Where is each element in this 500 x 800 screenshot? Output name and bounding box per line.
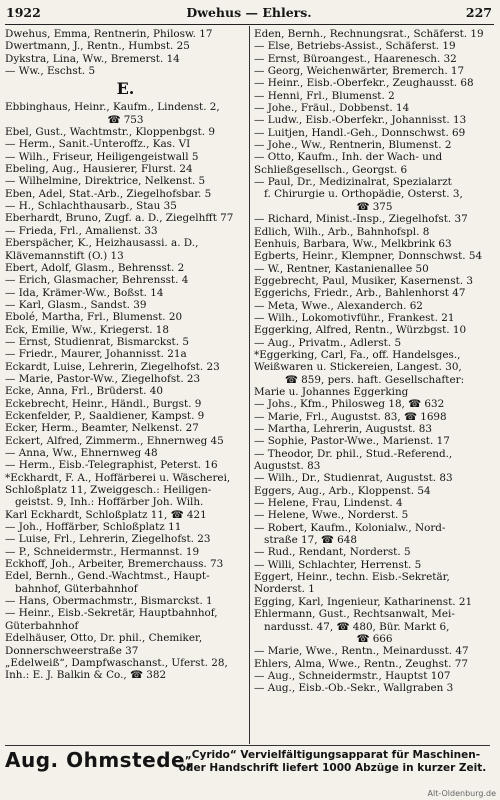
directory-line: — H., Schlachthausarb., Stau 35 — [5, 200, 177, 213]
directory-line: Eden, Bernh., Rechnungsrat., Schäferst. 19 — [254, 28, 484, 40]
directory-line: Klävemannstift (O.) 13 — [5, 249, 124, 262]
directory-line: Ebbinghaus, Heinr., Kaufm., Lindenst. 2, — [5, 101, 220, 114]
directory-line: geistst. 9, Inh.: Hoffärber Joh. Wilh. — [15, 496, 204, 509]
directory-line: Eenhuis, Barbara, Ww., Melkbrink 63 — [254, 237, 452, 250]
header-rule — [5, 24, 494, 25]
directory-line: — Ernst, Büroangest., Haarenesch. 32 — [254, 52, 457, 65]
directory-line: Ebel, Gust., Wachtmstr., Kloppenbgst. 9 — [5, 126, 215, 139]
directory-line: — Else, Betriebs-Assist., Schäferst. 19 — [254, 40, 456, 53]
directory-line: ☎ 753 — [107, 113, 144, 126]
directory-line: — Aug., Privatm., Adlerst. 5 — [254, 336, 402, 349]
directory-line: — Wilhelmine, Direktrice, Nelkenst. 5 — [5, 175, 206, 188]
directory-line: — Heinr., Eisb.-Oberfekr., Zeughausst. 68 — [254, 77, 474, 90]
directory-line: Dwertmann, J., Rentn., Humbst. 25 — [5, 40, 190, 53]
directory-line: — Sophie, Pastor-Wwe., Marienst. 17 — [254, 435, 450, 448]
directory-line: — Marie, Pastor-Ww., Ziegelhofst. 23 — [5, 372, 201, 385]
directory-line: Edel, Bernh., Gend.-Wachtmst., Haupt- — [5, 570, 210, 583]
directory-line: — Karl, Glasm., Sandst. 39 — [5, 298, 147, 311]
directory-line: Norderst. 1 — [254, 583, 315, 596]
directory-line: Eckardt, Luise, Lehrerin, Ziegelhofst. 23 — [5, 360, 220, 373]
directory-line: Eggerking, Alfred, Rentn., Würzbgst. 10 — [254, 324, 467, 337]
directory-line: — Henni, Frl., Blumenst. 2 — [254, 89, 395, 102]
directory-line: — Erich, Glasmacher, Behrensst. 4 — [5, 274, 189, 287]
directory-line: Eggers, Aug., Arb., Kloppenst. 54 — [254, 484, 431, 497]
directory-line: Eckhoff, Joh., Arbeiter, Bremerchauss. 73 — [5, 558, 224, 571]
directory-line: ☎ 375 — [356, 200, 393, 213]
directory-line: — P., Schneidermstr., Hermannst. 19 — [5, 545, 200, 558]
directory-line: — Otto, Kaufm., Inh. der Wach- und — [254, 151, 443, 164]
directory-line: — Meta, Wwe., Alexanderch. 62 — [254, 299, 423, 312]
directory-line: Eggert, Heinr., techn. Eisb.-Sekretär, — [254, 571, 450, 584]
directory-line: — Hans, Obermachmstr., Bismarckst. 1 — [5, 595, 213, 608]
directory-line: — Richard, Minist.-Insp., Ziegelhofst. 37 — [254, 213, 468, 226]
directory-line: Augustst. 83 — [254, 460, 321, 473]
directory-line: — Helene, Wwe., Norderst. 5 — [254, 509, 409, 522]
directory-line: — Ludw., Eisb.-Oberfekr., Johannisst. 13 — [254, 114, 467, 127]
directory-line: — W., Rentner, Kastanienallee 50 — [254, 262, 429, 275]
directory-line: — Johe., Fräul., Dobbenst. 14 — [254, 102, 410, 115]
directory-line: — Friedr., Maurer, Johannisst. 21a — [5, 348, 187, 361]
directory-line: — Ernst, Studienrat, Bismarckst. 5 — [5, 335, 189, 348]
directory-line: — Joh., Hoffärber, Schloßplatz 11 — [5, 521, 182, 534]
running-title: Dwehus — Ehlers. — [186, 5, 312, 20]
page-number-right: 227 — [465, 5, 492, 20]
directory-line: *Eckhardt, F. A., Hoffärberei u. Wäscherei, — [5, 471, 231, 484]
section-letter: E. — [116, 79, 135, 99]
directory-line: Ecker, Herm., Beamter, Nelkenst. 27 — [5, 422, 199, 435]
directory-line: *Eggerking, Carl, Fa., off. Handelsges., — [254, 348, 461, 361]
page-number-left: 1922 — [6, 5, 41, 20]
advertiser-name: Aug. Ohmstede, — [5, 748, 194, 772]
directory-line: — Ww., Eschst. 5 — [5, 65, 96, 78]
directory-line: Ebolé, Martha, Frl., Blumenst. 20 — [5, 311, 183, 324]
directory-line: Edlich, Wilh., Arb., Bahnhofspl. 8 — [254, 225, 430, 238]
right-column — [254, 28, 495, 695]
page-header — [6, 5, 492, 23]
directory-line: — Aug., Schneidermstr., Hauptst 107 — [254, 669, 451, 682]
directory-line: Karl Eckhardt, Schloßplatz 11, ☎ 421 — [5, 508, 207, 521]
directory-line: Donnerschweerstraße 37 — [5, 644, 139, 657]
directory-line: Egberts, Heinr., Klempner, Donnschwst. 54 — [254, 250, 483, 263]
directory-line: Eckert, Alfred, Zimmerm., Ehnernweg 45 — [5, 434, 224, 447]
directory-line: — Robert, Kaufm., Kolonialw., Nord- — [254, 521, 446, 534]
watermark: Alt-Oldenburg.de — [427, 789, 496, 798]
directory-line: Edelhäuser, Otto, Dr. phil., Chemiker, — [5, 632, 203, 645]
directory-line: — Wilh., Friseur, Heiligengeistwall 5 — [5, 150, 199, 163]
directory-line: — Heinr., Eisb.-Sekretär, Hauptbahnhof, — [5, 607, 218, 620]
directory-line: f. Chirurgie u. Orthopädie, Osterst. 3, — [264, 188, 463, 201]
directory-line: — Anna, Ww., Ehnernweg 48 — [5, 447, 158, 459]
directory-line: Eckenfelder, P., Saaldiener, Kampst. 9 — [5, 409, 205, 422]
directory-line: Ebeling, Aug., Hausierer, Flurst. 24 — [5, 163, 193, 176]
directory-line: Schloßplatz 11, Zweiggesch.: Heiligen- — [5, 484, 212, 497]
directory-line: — Willi, Schlachter, Herrenst. 5 — [254, 558, 422, 571]
directory-line: — Aug., Eisb.-Ob.-Sekr., Wallgraben 3 — [254, 682, 454, 695]
column-divider — [249, 26, 250, 744]
directory-line: — Johe., Ww., Rentnerin, Blumenst. 2 — [254, 139, 452, 152]
directory-line: Marie u. Johannes Eggerking — [254, 385, 409, 398]
directory-line: Ehlers, Alma, Wwe., Rentn., Zeughst. 77 — [254, 657, 468, 670]
advertisement-text: „Cyrido“ Vervielfältigungsapparat für Maschinen- oder Handschrift liefert 1000 Abzüge in kurzer Zeit. — [178, 749, 487, 774]
directory-line: Schließgesellsch., Georgst. 6 — [254, 163, 408, 176]
directory-line: — Marie, Wwe., Rentn., Meinardusst. 47 — [254, 645, 469, 658]
directory-line: ☎ 666 — [356, 632, 393, 645]
directory-line: — Martha, Lehrerin, Augustst. 83 — [254, 423, 432, 435]
directory-line: — Paul, Dr., Medizinalrat, Spezialarzt — [254, 176, 452, 189]
directory-line: ☎ 859, pers. haft. Gesellschafter: — [284, 373, 465, 386]
directory-line: Eberspächer, K., Heizhausassi. a. D., — [5, 237, 199, 250]
directory-line: bahnhof, Güterbahnhof — [15, 582, 138, 595]
directory-line: Eggerichs, Friedr., Arb., Bahlenhorst 47 — [254, 287, 466, 300]
directory-line: Eck, Emilie, Ww., Kriegerst. 18 — [5, 323, 170, 336]
directory-line: Eggebrecht, Paul, Musiker, Kasernenst. 3 — [254, 274, 473, 287]
directory-line: Ecke, Anna, Frl., Brüderst. 40 — [5, 385, 163, 398]
directory-line: Dwehus, Emma, Rentnerin, Philosw. 17 — [5, 28, 213, 40]
advertisement-footer — [5, 745, 490, 792]
directory-line: — Marie, Frl., Augustst. 83, ☎ 1698 — [254, 410, 447, 423]
directory-line: Dykstra, Lina, Ww., Bremerst. 14 — [5, 52, 180, 65]
directory-line: Eberhardt, Bruno, Zugf. a. D., Ziegelhfft 77 — [5, 212, 234, 225]
directory-line: — Luise, Frl., Lehrerin, Ziegelhofst. 23 — [5, 533, 211, 546]
directory-line: Eben, Adel, Stat.-Arb., Ziegelhofsbar. 5 — [5, 187, 212, 200]
directory-line: — Johs., Kfm., Philosweg 18, ☎ 632 — [254, 398, 445, 411]
directory-line: Ebert, Adolf, Glasm., Behrensst. 2 — [5, 261, 185, 274]
directory-line: Ehlermann, Gust., Rechtsanwalt, Mei- — [254, 608, 455, 621]
directory-line: Eckebrecht, Heinr., Händl., Burgst. 9 — [5, 397, 202, 410]
directory-line: Güterbahnhof — [5, 619, 79, 632]
directory-line: straße 17, ☎ 648 — [264, 534, 357, 547]
directory-line: Egging, Karl, Ingenieur, Katharinenst. 21 — [254, 595, 473, 608]
directory-line: — Helene, Frau, Lindenst. 4 — [254, 497, 403, 510]
directory-line: — Georg, Weichenwärter, Bremerch. 17 — [254, 65, 465, 78]
directory-line: — Rud., Rendant, Norderst. 5 — [254, 546, 411, 559]
directory-line: „Edelweiß“, Dampfwaschanst., Uferst. 28, — [5, 656, 228, 669]
directory-line: Weißwaren u. Stickereien, Langest. 30, — [254, 361, 462, 374]
directory-line: — Herm., Sanit.-Unteroffz., Kas. VI — [5, 138, 191, 151]
directory-line: Inh.: E. J. Balkin & Co., ☎ 382 — [5, 669, 167, 682]
directory-line: — Wilh., Lokomotivführ., Frankest. 21 — [254, 311, 455, 324]
directory-line: — Frieda, Frl., Amalienst. 33 — [5, 224, 158, 237]
directory-line: — Wilh., Dr., Studienrat, Augustst. 83 — [254, 472, 453, 485]
directory-line: — Theodor, Dr. phil., Stud.-Referend., — [254, 447, 453, 460]
left-column — [5, 28, 246, 682]
directory-line: nardusst. 47, ☎ 480, Bür. Markt 6, — [264, 620, 450, 633]
directory-line: — Herm., Eisb.-Telegraphist, Peterst. 16 — [5, 459, 218, 472]
directory-line: — Luitjen, Handl.-Geh., Donnschwst. 69 — [254, 126, 466, 139]
directory-line: — Ida, Krämer-Ww., Boßst. 14 — [5, 286, 164, 299]
